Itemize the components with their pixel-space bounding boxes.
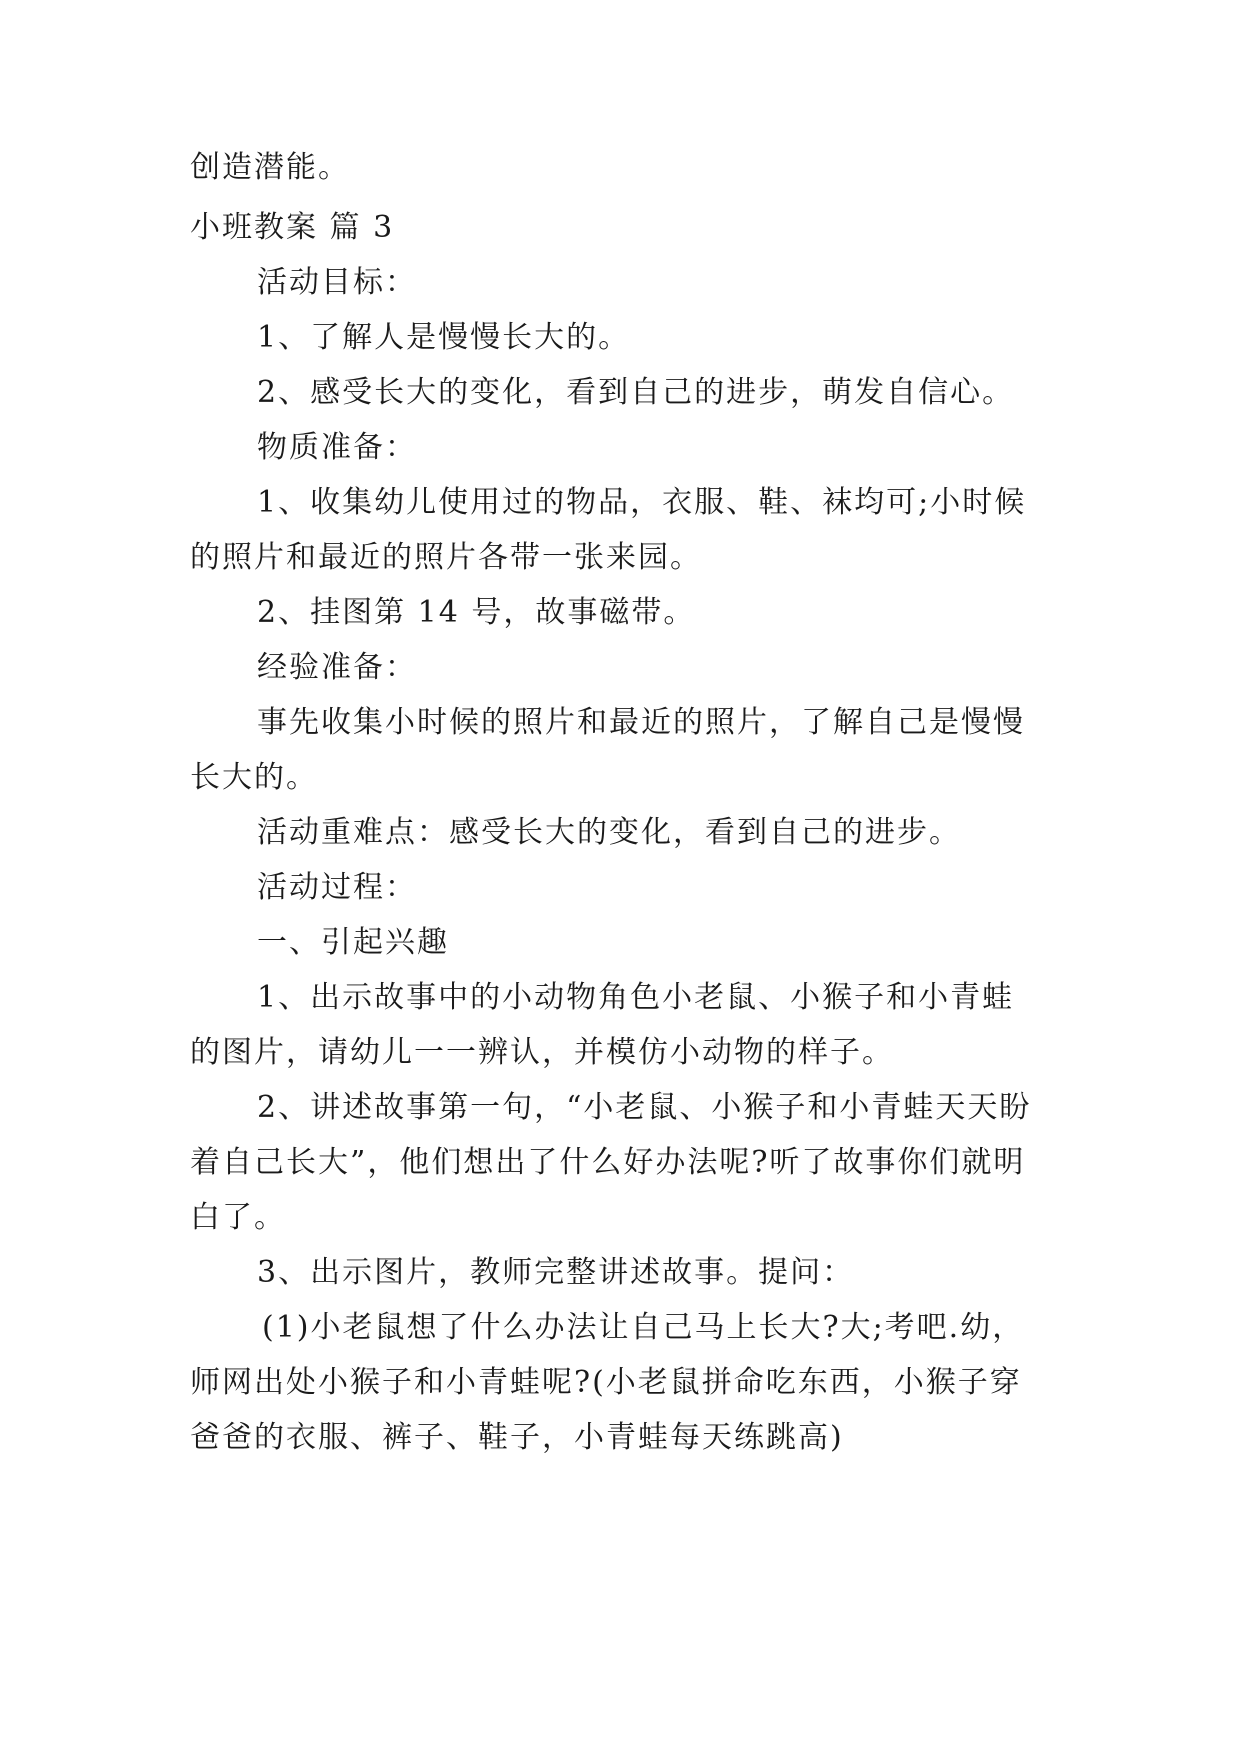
text-line: 1、了解人是慢慢长大的。 xyxy=(257,320,631,355)
text-line: 2、挂图第 14 号，故事磁带。 xyxy=(257,595,696,630)
text-line: 活动目标： xyxy=(257,265,417,300)
text-line: 的照片和最近的照片各带一张来园。 xyxy=(190,540,702,575)
section-heading: 小班教案 篇 3 xyxy=(190,210,395,245)
text-line: 的图片，请幼儿一一辨认，并模仿小动物的样子。 xyxy=(190,1035,894,1070)
text-line: 创造潜能。 xyxy=(190,150,350,185)
text-line: 1、收集幼儿使用过的物品，衣服、鞋、袜均可;小时候 xyxy=(257,485,1027,520)
text-line: 事先收集小时候的照片和最近的照片，了解自己是慢慢 xyxy=(257,705,1025,740)
text-line: 经验准备： xyxy=(257,650,417,685)
text-line: 物质准备： xyxy=(257,430,417,465)
text-line: 活动重难点：感受长大的变化，看到自己的进步。 xyxy=(257,815,961,850)
text-line: 1、出示故事中的小动物角色小老鼠、小猴子和小青蛙 xyxy=(257,980,1015,1015)
text-line: 3、出示图片，教师完整讲述故事。提问： xyxy=(257,1255,855,1290)
text-line: 着自己长大”，他们想出了什么好办法呢?听了故事你们就明 xyxy=(190,1145,1026,1180)
text-line: 长大的。 xyxy=(190,760,318,795)
text-line: 白了。 xyxy=(190,1200,286,1235)
text-line: 活动过程： xyxy=(257,870,417,905)
text-line: 爸爸的衣服、裤子、鞋子，小青蛙每天练跳高) xyxy=(190,1420,844,1455)
text-line: (1)小老鼠想了什么办法让自己马上长大?大;考吧.幼， xyxy=(262,1310,1025,1345)
text-line: 一、引起兴趣 xyxy=(257,925,449,960)
text-line: 师网出处小猴子和小青蛙呢?(小老鼠拼命吃东西，小猴子穿 xyxy=(190,1365,1022,1400)
text-line: 2、讲述故事第一句，“小老鼠、小猴子和小青蛙天天盼 xyxy=(257,1090,1032,1125)
text-line: 2、感受长大的变化，看到自己的进步，萌发自信心。 xyxy=(257,375,1015,410)
